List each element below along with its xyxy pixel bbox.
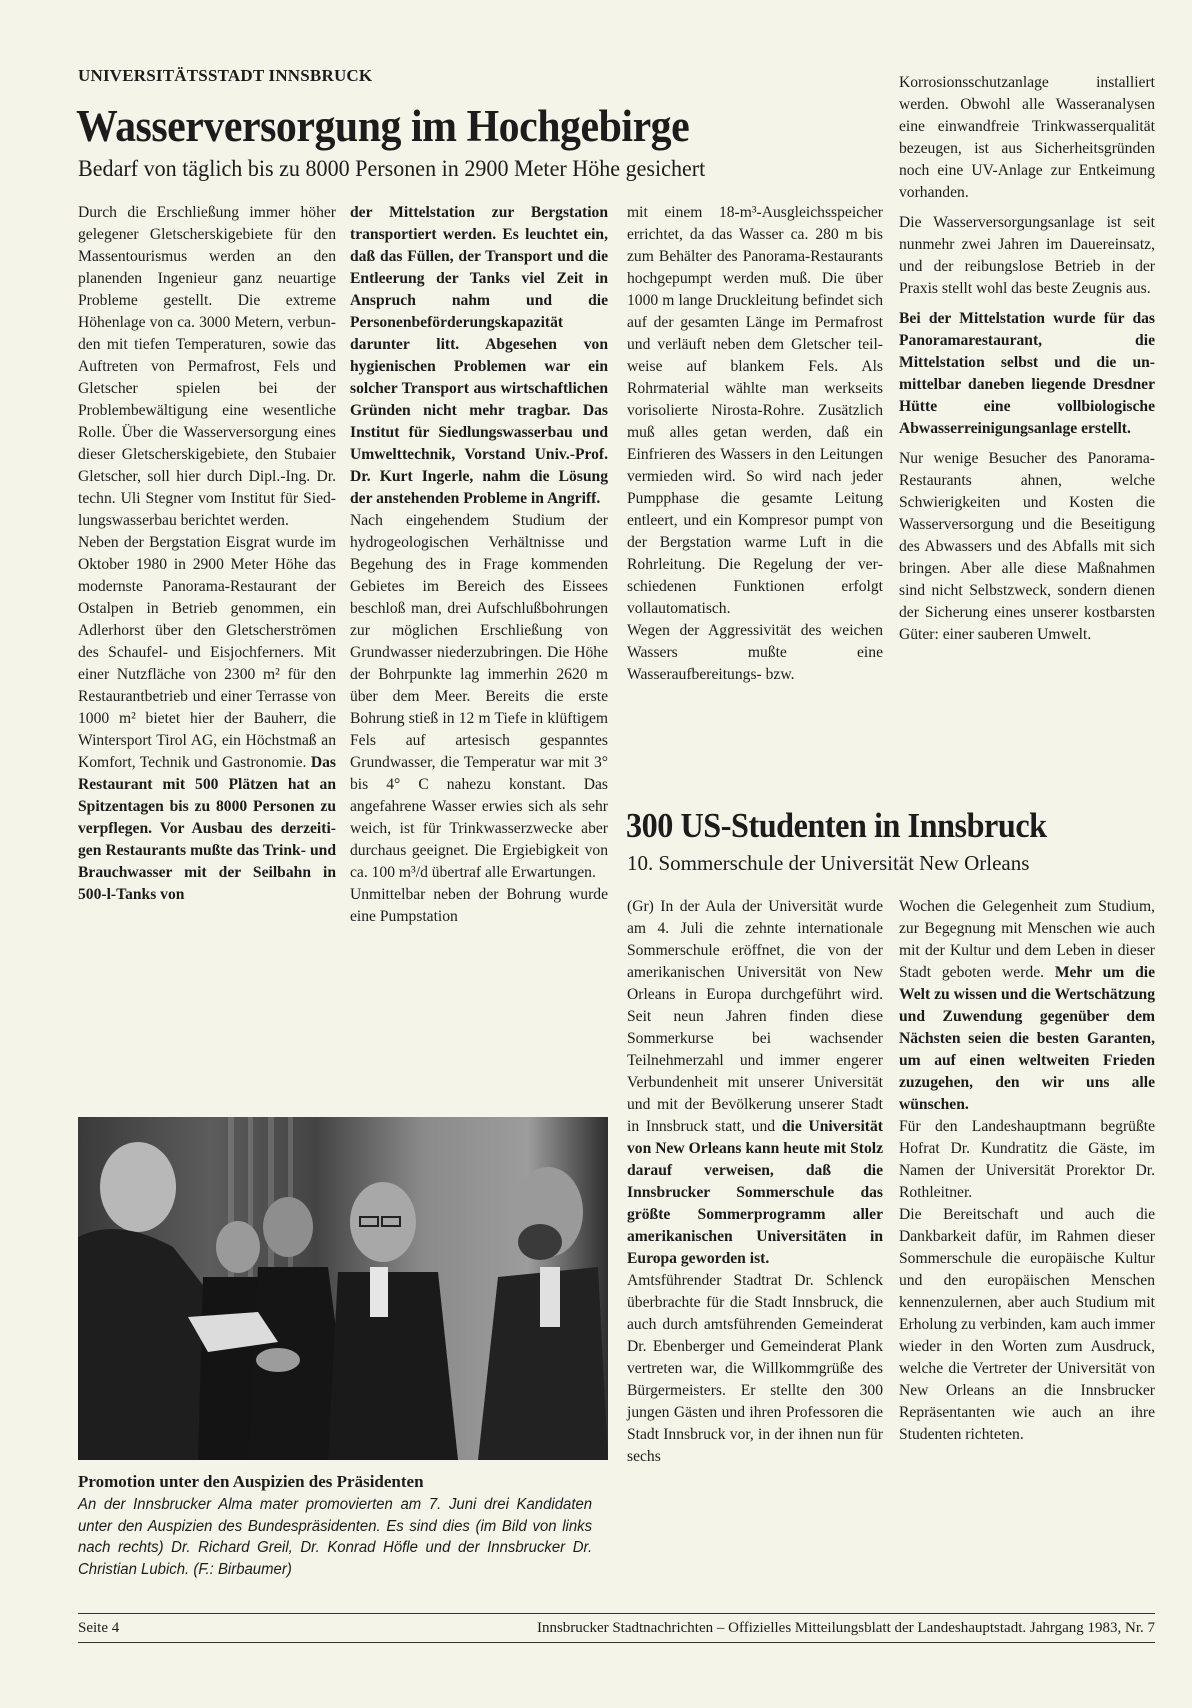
paragraph: Nach eingehendem Studium der hydrogeologischen Verhältnisse und Begehung des in Frage kommenden Gebietes im Bereich des Eissees beschloß man, drei Aufschlußbohrungen zur möglichen Erschließung von Grundwasser niederzubringen. Die Höhe der Bohrpunkte lag immerhin 2620 m über dem Meer. Bereits die erste Bohrung stieß in 12 m Tiefe in klüftigem Fels auf artesisch gespanntes Grundwasser, die Temperatur war mit 3° bis 4° C nahezu konstant. Das angefahrene Wasser erwies sich als sehr weich, ist für Trinkwasserzwecke aber durchaus geeignet. Die Ergiebigkeit von ca. 100 m³/d übertraf alle Erwartungen. [350,512,608,881]
article1-column-4 [899,72,1155,646]
section-label: UNIVERSITÄTSSTADT INNSBRUCK [78,66,373,85]
article-subheadline: Bedarf von täglich bis zu 8000 Personen in 2900 Meter Höhe gesichert [78,156,706,181]
article2-column-2 [899,896,1155,1446]
article2-column-1 [627,896,883,1468]
photo-caption-title: Promotion unter den Auspizien des Präsidenten [78,1472,424,1491]
paragraph: Korrosionsschutzanlage installiert werden. Obwohl alle Wasseranalysen eine einwandfreie Trinkwasserqualität bezeugen, ist aus Sicherheitsgründen noch eine UV-Anlage zur Entkeimung vorhanden. [899,74,1155,201]
paragraph: Wochen die Gelegenheit zum Studium, zur Begegnung mit Menschen wie auch mit der Kultur und dem Leben in dieser Stadt geboten werde. Mehr um die Welt zu wissen und die Wertschätzung und Zuwendung gegenüber dem Nächsten seien die besten Garanten, um auf einen weltweiten Frieden zuzugehen, den wir uns alle wünschen. [899,898,1155,1113]
paragraph: mit einem 18-m³-Ausgleichsspeicher errichtet, da das Wasser ca. 280 m bis zum Behälter des Panorama-Restaurants hochgepumpt werden muß. Die über 1000 m lange Druckleitung befindet sich auf der gesamten Länge im Permafrost und verläuft neben dem Gletscher teilweise auf blankem Fels. Als Rohrmaterial wählte man werkseits vorisolierte Nirosta-Rohre. Zusätzlich muß alles getan werden, daß ein Einfrieren des Wassers in den Leitungen vermieden wird. So wird nach jeder Pumpphase die gesamte Leitung entleert, und ein Kompresor pumpt von der Bergstation warme Luft in die Rohrleitung. Die Regelung der verschiedenen Funktionen erfolgt vollautomatisch. [627,204,883,617]
ceremony-photo [78,1117,608,1460]
photo-caption-body: An der Innsbrucker Alma mater promovierten am 7. Juni drei Kandidaten unter den Auspizien des Bundespräsidenten. Es sind dies (im Bild von links nach rechts) Dr. Richard Greil, Dr. Konrad Höfle und der Innsbrucker Dr. Christian Lubich. (F.: Birbaumer) [78,1496,593,1578]
paragraph: der Mittelstation zur Bergstation transportiert werden. Es leuchtet ein, daß das Füllen, der Transport und die Entleerung der Tanks viel Zeit in Anspruch nahm und die Personenbeförderungskapazität darunter litt. Abgesehen von hygienischen Problemen war ein solcher Transport aus wirtschaftlichen Gründen nicht mehr tragbar. Das Institut für Siedlungswasserbau und Umwelttechnik, Vorstand Univ.-Prof. Dr. Kurt Ingerle, nahm die Lösung der anstehenden Probleme in Angriff. [350,204,608,507]
paragraph: Durch die Erschließung immer höher gelegener Gletscherskigebiete für den Massentourismus werden an den planenden Ingenieur ganz neuartige Probleme gestellt. Die extreme Höhenlage von ca. 3000 Metern, verbunden mit tiefen Temperaturen, sowie das Auftreten von Permafrost, Fels und Gletscher spielen bei der Problembewältigung eine wesentliche Rolle. Über die Wasserversorgung eines dieser Gletscherskigebiete, den Stubaier Gletscher, soll hier durch Dipl.-Ing. Dr. techn. Uli Stegner vom Institut für Siedlungswasserbau berichtet werden. [78,204,336,529]
paragraph: Unmittelbar neben der Bohrung wurde eine Pumpstation [350,886,608,925]
footer-rule-bottom [78,1642,1155,1643]
paragraph: Amtsführender Stadtrat Dr. Schlenck überbrachte für die Stadt Innsbruck, die auch durch amtsführenden Gemeinderat Dr. Ebenberger und Gemeinderat Plank vertreten war, die Willkommgrüße des Bürgermeisters. Er stellte den 300 jungen Gästen und ihren Professoren die Stadt Innsbruck vor, in der ihnen nun für sechs [627,1272,883,1465]
article1-column-3 [627,202,883,686]
paragraph: Nur wenige Besucher des Panorama-Restaurants ahnen, welche Schwierigkeiten und Kosten die Wasserversorgung und die Beseitigung des Abwassers und des Abfalls mit sich bringen. Aber alle diese Maßnahmen sind nicht Selbstzweck, sondern dienen der Sicherung eines unserer kostbarsten Güter: einer sauberen Umwelt. [899,450,1155,643]
page-number: Seite 4 [78,1620,120,1636]
paragraph: Die Wasserversorgungsanlage ist seit nunmehr zwei Jahren im Dauereinsatz, und der reibungslose Betrieb in der Praxis stellt wohl das beste Zeugnis aus. [899,214,1155,297]
publication-info: Innsbrucker Stadtnachrichten – Offizielles Mitteilungsblatt der Landeshauptstadt. Jahrgang 1983, Nr. 7 [536,1620,1155,1636]
bold-text: die Universität von New Orleans kann heute mit Stolz darauf verweisen, daß die Innsbrucker Sommerschule das größte Sommerprogramm aller amerikanischen Universitäten in Europa geworden ist. [627,1118,883,1267]
paragraph: Bei der Mittelstation wurde für das Panoramarestaurant, die Mittelstation selbst und die unmittelbar daneben liegende Dresdner Hütte eine vollbiologische Abwasserreinigungsanlage erstellt. [899,310,1155,437]
bold-text: Mehr um die Welt zu wissen und die Wertschätzung und Zuwendung gegenüber dem Nächsten seien die besten Garanten, um auf einen weltweiten Frieden zuzugehen, den wir uns alle wünschen. [899,964,1155,1113]
paragraph: Wegen der Aggressivität des weichen Wassers mußte eine Wasseraufbereitungs- bzw. [627,622,883,683]
article1-column-2 [350,202,608,928]
paragraph: Die Bereitschaft und auch die Dankbarkeit dafür, im Rahmen dieser Sommerschule die europäische Kultur und den europäischen Menschen kennenzulernen, aber auch Studium mit Erholung zu verbinden, kam auch immer wieder in den Worten zum Ausdruck, welche die Vertreter der Universität von New Orleans an die Innsbrucker Repräsentanten wie auch an ihre Studenten richteten. [899,1206,1155,1443]
bold-text: Das Restaurant mit 500 Plätzen hat an Spitzentagen bis zu 8000 Personen zu verpflegen. Vor Ausbau des derzeitigen Restaurants mußte das Trink- und Brauchwasser mit der Seilbahn in 500-l-Tanks von [78,754,336,903]
article2-headline: 300 US-Studenten in Innsbruck [626,806,1047,845]
article-headline: Wasserversorgung im Hochgebirge [76,101,690,151]
paragraph: Neben der Bergstation Eisgrat wurde im Oktober 1980 in 2900 Meter Höhe das modernste Panorama-Restaurant der Ostalpen in Betrieb genommen, ein Adlerhorst über den Gletscherströmen des Schaufel- und Eisjochferners. Mit einer Nutzfläche von 2300 m² für den Restaurantbetrieb und einer Terrasse von 1000 m² bietet hier der Bauherr, die Wintersport Tirol AG, ein Höchstmaß an Komfort, Technik und Gastronomie. Das Restaurant mit 500 Plätzen hat an Spitzentagen bis zu 8000 Personen zu verpflegen. Vor Ausbau des derzeitigen Restaurants mußte das Trink- und Brauchwasser mit der Seilbahn in 500-l-Tanks von [78,534,336,903]
footer-rule-top [78,1613,1155,1614]
article1-column-1 [78,202,336,906]
paragraph: (Gr) In der Aula der Universität wurde am 4. Juli die zehnte internationale Sommerschule eröffnet, die von der amerikanischen Universität von New Orleans in Europa durchgeführt wird. Seit neun Jahren finden diese Sommerkurse bei wachsender Teilnehmerzahl und immer engerer Verbundenheit mit unserer Universität und mit der Bevölkerung unserer Stadt in Innsbruck statt, und die Universität von New Orleans kann heute mit Stolz darauf verweisen, daß die Innsbrucker Sommerschule das größte Sommerprogramm aller amerikanischen Universitäten in Europa geworden ist. [627,898,883,1267]
article2-subheadline: 10. Sommerschule der Universität New Orleans [627,851,1030,875]
paragraph: Für den Landeshauptmann begrüßte Hofrat Dr. Kundratitz die Gäste, im Namen der Universität Prorektor Dr. Rothleitner. [899,1118,1155,1201]
photo-illustration [78,1117,608,1460]
